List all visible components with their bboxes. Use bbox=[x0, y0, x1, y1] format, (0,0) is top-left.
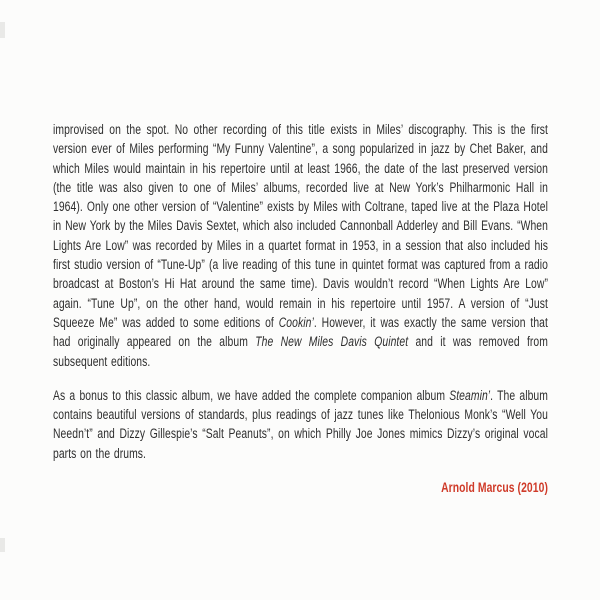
paragraph bbox=[53, 386, 548, 463]
liner-notes-text-body bbox=[53, 120, 548, 497]
text-run: . The album contains beautiful versions of standards, plus readings of jazz tunes like Thelonious Monk’s “Well You Needn’t” and Dizzy Gillespie’s “Salt Peanuts”, on which Philly Joe Jones mimics Dizzy’s original vocal parts on the drums. bbox=[53, 387, 548, 461]
text-run: As a bonus to this classic album, we have added the complete companion album bbox=[53, 387, 450, 403]
paragraph bbox=[53, 120, 548, 371]
text-run: . However, it was exactly the same version that had originally appeared on the album bbox=[53, 314, 548, 350]
italic-title: Cookin’ bbox=[278, 314, 314, 330]
scan-artifact bbox=[0, 538, 5, 552]
byline: Arnold Marcus (2010) bbox=[441, 480, 548, 496]
liner-notes-text bbox=[53, 120, 548, 497]
italic-title: The New Miles Davis Quintet bbox=[255, 334, 409, 350]
text-run: and it was removed from subsequent editions. bbox=[53, 334, 548, 369]
italic-title: Steamin’ bbox=[449, 387, 491, 403]
scan-artifact bbox=[0, 22, 5, 38]
text-run: improvised on the spot. No other recording of this title exists in Miles’ discography. This is the first version ever of Miles performing “My Funny Valentine”, a song popularized in jazz by Chet Baker, and which Miles would maintain in his repertoire until at least 1966, the date of the last preserved version (the title was also given to one of Miles’ albums, recorded live at New York’s Philharmonic Hall in 1964). Only one other version of “Valentine” exists by Miles with Coltrane, taped live at the Plaza Hotel in New York by the Miles Davis Sextet, which also included Cannonball Adderley and Bill Evans. “When Lights Are Low” was recorded by Miles in a quartet format in 1953, in a session that also included his first studio version of “Tune-Up” (a live reading of this tune in quintet format was captured from a radio broadcast at Boston’s Hi Hat around the same time). Davis wouldn’t record “When Lights Are Low” again. “Tune Up”, on the other hand, would remain in his repertoire until 1957. A version of “Just Squeeze Me” was added to some editions of bbox=[53, 122, 548, 330]
